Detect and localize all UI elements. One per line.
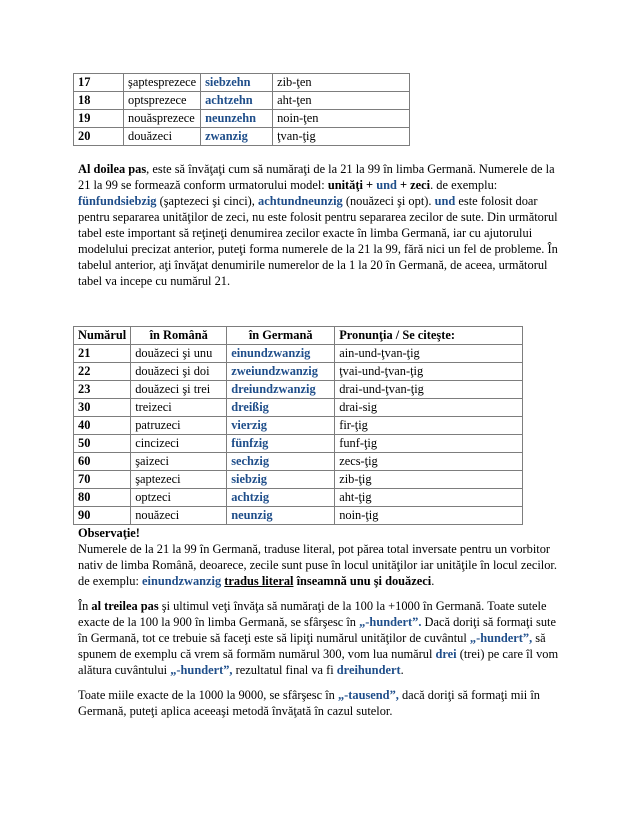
pronunciation-cell: aht-ţig xyxy=(335,489,523,507)
numbers-21-90-table xyxy=(73,326,523,525)
number-cell: 60 xyxy=(74,453,131,471)
table-row xyxy=(74,435,523,453)
pronunciation-cell: ţvai-und-ţvan-ţig xyxy=(335,363,523,381)
table-row xyxy=(74,489,523,507)
german-cell: achtzehn xyxy=(201,92,273,110)
second-step-paragraph: Al doilea pas, este să învăţaţi cum să număraţi de la 21 la 99 în limba Germană. Numerele de la 21 la 99 se formează conform urmatorului model: unităţi + und + zeci. de exemplu: fünfundsiebzig (şaptezeci şi cinci), achtundneunzig (nouăzeci şi opt). und este folosit doar pentru separarea unităţilor de zeci, nu este folosit pentru separarea zecilor de sute. Din următorul tabel este important să reţineţi denumirea zecilor exacte în limba Germană, iar cu ajutorului modelului precizat anterior, puteţi forma numerele de la 21 la 99, fără nici un fel de probleme. În tabelul anterior, aţi învăţat denumirile numerelor de la 1 la 20 în Germană, de aceea, următorul tabel va incepe cu numărul 21. xyxy=(78,162,558,288)
table-row xyxy=(74,381,523,399)
pronunciation-cell: fir-ţig xyxy=(335,417,523,435)
second-step-label: Al doilea pas xyxy=(78,162,147,176)
german-cell: achtzig xyxy=(227,489,335,507)
german-cell: einundzwanzig xyxy=(227,345,335,363)
pronunciation-cell: drai-und-ţvan-ţig xyxy=(335,381,523,399)
table-row xyxy=(74,363,523,381)
fourth-paragraph: Toate miile exacte de la 1000 la 9000, se sfârşesc în „-tausend”, dacă doriţi să formaţi mii în Germană, puteţi aplica aceeaşi metodă învăţată în cazul sutelor. xyxy=(78,688,540,718)
romanian-cell: douăzeci xyxy=(124,128,201,146)
table-row xyxy=(74,74,410,92)
pronunciation-cell: zib-ţen xyxy=(273,74,410,92)
romanian-cell: douăzeci şi doi xyxy=(131,363,227,381)
romanian-cell: optzeci xyxy=(131,489,227,507)
third-step-paragraph: În al treilea pas şi ultimul veţi învăţa să număraţi de la 100 la +1000 în Germană. Toate sutele exacte de la 100 la 900 în limba Germană, se sfârşesc în „-hundert”. Dacă doriţi să formaţi sute în Germană, tot ce trebuie să faceţi este să lipiţi numărul unităţilor de cuvântul „-hundert”, să spunem de exemplu că vrem să formăm numărul 300, vom lua numărul drei (trei) pe care îl vom alătura cuvântului „-hundert”, rezultatul final va fi dreihundert. xyxy=(78,599,559,677)
number-cell: 90 xyxy=(74,507,131,525)
romanian-cell: şaptezeci xyxy=(131,471,227,489)
romanian-cell: nouăsprezece xyxy=(124,110,201,128)
german-cell: dreiundzwanzig xyxy=(227,381,335,399)
german-cell: dreißig xyxy=(227,399,335,417)
table-row xyxy=(74,110,410,128)
pronunciation-cell: zib-ţig xyxy=(335,471,523,489)
pronunciation-cell: ain-und-ţvan-ţig xyxy=(335,345,523,363)
header-number: Numărul xyxy=(74,327,131,345)
table-row xyxy=(74,507,523,525)
pronunciation-cell: noin-ţig xyxy=(335,507,523,525)
german-cell: sechzig xyxy=(227,453,335,471)
german-cell: neunzig xyxy=(227,507,335,525)
number-cell: 70 xyxy=(74,471,131,489)
number-cell: 40 xyxy=(74,417,131,435)
pronunciation-cell: aht-ţen xyxy=(273,92,410,110)
romanian-cell: şaizeci xyxy=(131,453,227,471)
pronunciation-cell: drai-sig xyxy=(335,399,523,417)
pronunciation-cell: zecs-ţig xyxy=(335,453,523,471)
table-row xyxy=(74,471,523,489)
number-cell: 17 xyxy=(74,74,124,92)
header-pronunciation: Pronunţia / Se citeşte: xyxy=(335,327,523,345)
number-cell: 18 xyxy=(74,92,124,110)
german-cell: zwanzig xyxy=(201,128,273,146)
romanian-cell: nouăzeci xyxy=(131,507,227,525)
pronunciation-cell: funf-ţig xyxy=(335,435,523,453)
pronunciation-cell: ţvan-ţig xyxy=(273,128,410,146)
observation-paragraph: Numerele de la 21 la 99 în Germană, traduse literal, pot părea total inversate pentru un vorbitor nativ de limba Română, deoarece, zecile sunt puse în locul unităţilor iar unităţile în locul zecilor. de exemplu: einundzwanzig tradus literal înseamnă unu şi douăzeci. xyxy=(78,542,557,588)
number-cell: 19 xyxy=(74,110,124,128)
romanian-cell: patruzeci xyxy=(131,417,227,435)
header-german: în Germană xyxy=(227,327,335,345)
number-cell: 50 xyxy=(74,435,131,453)
table-row xyxy=(74,453,523,471)
romanian-cell: treizeci xyxy=(131,399,227,417)
number-cell: 23 xyxy=(74,381,131,399)
romanian-cell: douăzeci şi unu xyxy=(131,345,227,363)
german-cell: siebzig xyxy=(227,471,335,489)
table-row xyxy=(74,345,523,363)
number-cell: 20 xyxy=(74,128,124,146)
german-cell: vierzig xyxy=(227,417,335,435)
number-cell: 30 xyxy=(74,399,131,417)
romanian-cell: cincizeci xyxy=(131,435,227,453)
romanian-cell: douăzeci şi trei xyxy=(131,381,227,399)
table-row xyxy=(74,417,523,435)
number-cell: 22 xyxy=(74,363,131,381)
table-row xyxy=(74,92,410,110)
table-row xyxy=(74,128,410,146)
pronunciation-cell: noin-ţen xyxy=(273,110,410,128)
numbers-17-20-table xyxy=(73,73,410,146)
observation-title: Observaţie! xyxy=(78,526,140,540)
german-cell: zweiundzwanzig xyxy=(227,363,335,381)
romanian-cell: şaptesprezece xyxy=(124,74,201,92)
romanian-cell: optsprezece xyxy=(124,92,201,110)
german-cell: siebzehn xyxy=(201,74,273,92)
table-header-row xyxy=(74,327,523,345)
german-cell: neunzehn xyxy=(201,110,273,128)
number-cell: 21 xyxy=(74,345,131,363)
number-cell: 80 xyxy=(74,489,131,507)
table-row xyxy=(74,399,523,417)
german-cell: fünfzig xyxy=(227,435,335,453)
header-romanian: în Română xyxy=(131,327,227,345)
